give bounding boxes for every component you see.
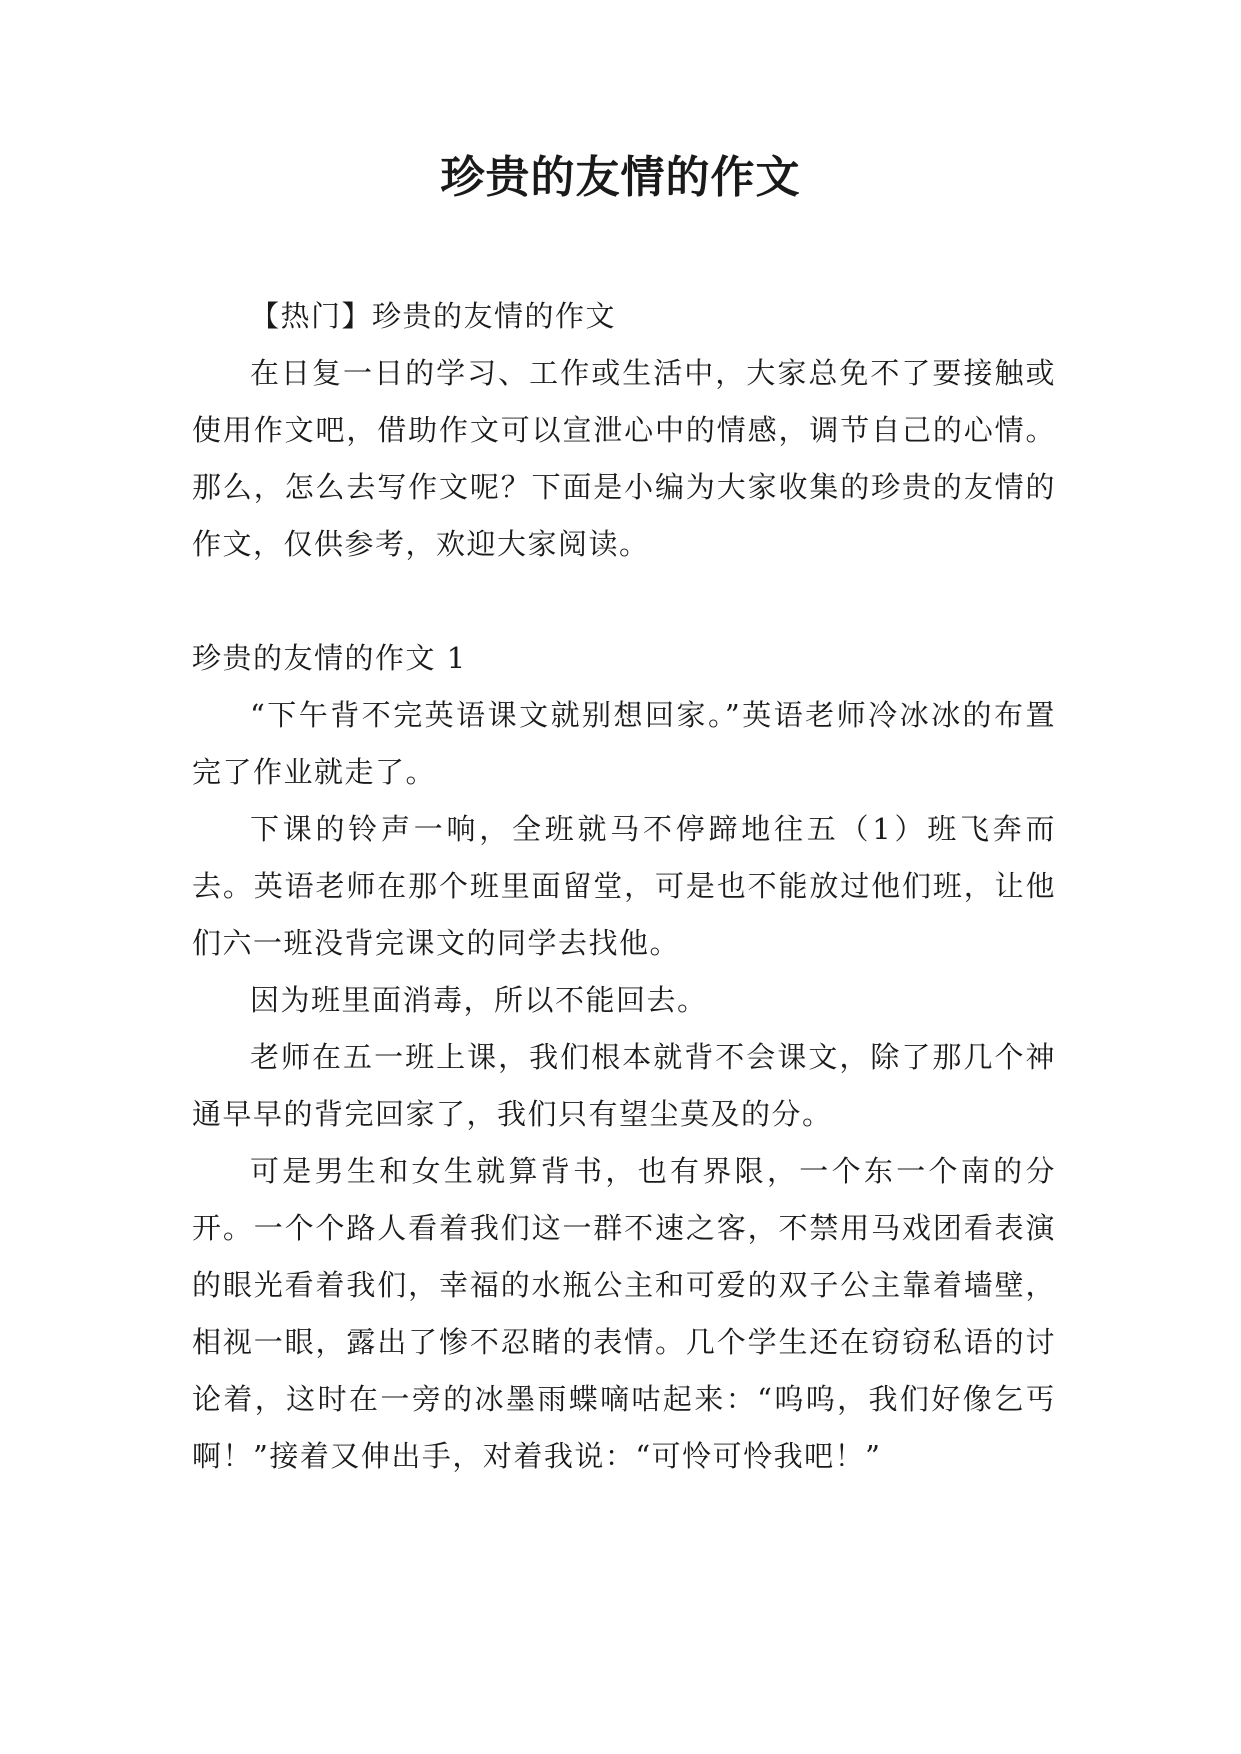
body-paragraph: 可是男生和女生就算背书，也有界限，一个东一个南的分开。一个个路人看着我们这一群不速之客，不禁用马戏团看表演的眼光看着我们，幸福的水瓶公主和可爱的双子公主靠着墙壁，相视一眼，露出了惨不忍睹的表情。几个学生还在窃窃私语的讨论着，这时在一旁的冰墨雨蝶嘀咕起来：“呜呜，我们好像乞丐啊！”接着又伸出手，对着我说：“可怜可怜我吧！” [192, 1154, 1056, 1473]
document-body [192, 288, 1056, 1485]
document-title: 珍贵的友情的作文 [440, 152, 801, 203]
body-paragraph: 因为班里面消毒，所以不能回去。 [250, 983, 708, 1017]
body-paragraph: 下课的铃声一响，全班就马不停蹄地往五（1）班飞奔而去。英语老师在那个班里面留堂，可是也不能放过他们班，让他们六一班没背完课文的同学去找他。 [192, 812, 1056, 960]
section-heading: 珍贵的友情的作文 1 [192, 641, 467, 675]
body-paragraph: 老师在五一班上课，我们根本就背不会课文，除了那几个神通早早的背完回家了，我们只有望尘莫及的分。 [192, 1040, 1056, 1131]
tag-line: 【热门】珍贵的友情的作文 [250, 299, 617, 333]
section-spacer [192, 573, 1056, 630]
intro-paragraph: 在日复一日的学习、工作或生活中，大家总免不了要接触或使用作文吧，借助作文可以宣泄心中的情感，调节自己的心情。那么，怎么去写作文呢？下面是小编为大家收集的珍贵的友情的作文，仅供参考，欢迎大家阅读。 [192, 356, 1056, 561]
body-paragraph: “下午背不完英语课文就别想回家。”英语老师冷冰冰的布置完了作业就走了。 [192, 698, 1056, 789]
